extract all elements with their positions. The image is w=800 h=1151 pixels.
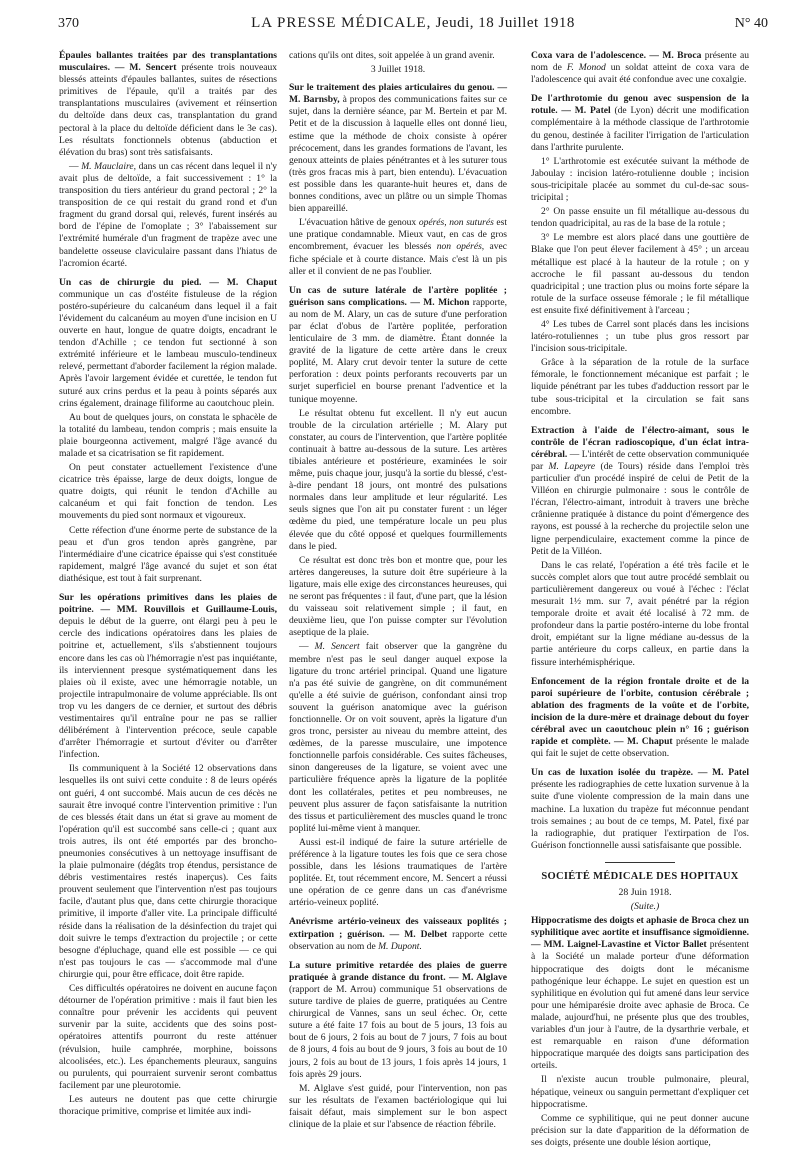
section-divider [605, 862, 675, 863]
paragraph: L'évacuation hâtive de genoux opérés, non suturés est une pratique condamnable. Mieux vaut, en cas de gros encombrement, évacuer les blessés non opérés, avec fiche spéciale et à courte distance. Mais c'est là un pis aller et il convient de ne pas l'oublier. [289, 217, 508, 277]
article-title: Un cas de chirurgie du pied. — M. Chaput [59, 276, 277, 288]
article-chest-wounds: Sur les opérations primitives dans les plaies de poitrine. — MM. Rouvillois et Guillaume-Louis, depuis le début de la guerre, ont élargi peu à peu le cercle des indications opératoires dans les plaies de poitrine et, actuellement, s'ils s'abstiennent toujours encore dans les cas où l'hémorragie n'est pas inquiétante, ils interviennent presque systématiquement dans les plaies où il existe, avec une hémorragie notable, un projectile intrapulmonaire de volume appréciable. Ils ont trop vu les dangers de ce dernier, et surtout des débris vestimentaires qu'il entraîne pour ne pas se rallier délibérément à l'intervention précoce, seule capable d'arrêter l'hémorragie et surtout d'éviter ou d'arrêter l'infection. [59, 592, 277, 761]
article-arthrotomy: De l'arthrotomie du genou avec suspension de la rotule. — M. Patel (de Lyon) décrit une modification complémentaire à la méthode classique de l'arthrotomie du genou, destinée à faciliter l'irrigation de l'articulation dans l'arthrite purulente. [531, 93, 749, 153]
paragraph: Il n'existe aucun trouble pulmonaire, pleural, hépatique, veineux ou sanguin permettant d'expliquer cet hippocratisme. [531, 1074, 749, 1110]
society-date: 28 Juin 1918. [618, 887, 672, 898]
journal-title [58, 15, 768, 32]
paragraph: Dans le cas relaté, l'opération a été très facile et le succès complet alors que tout autre procédé semblait ou particulièrement dangereux ou voué à l'échec : l'éclat mesurait 1½ mm. sur 7, avait pénétré par la région temporale droite et avait été localisé à 72 mm. de profondeur dans la partie postéro-interne du lobe frontal droit, empiétant sur la ligne médiane au-dessus de la partie antérieure du corps calleux, en partie dans la fissure interhémisphérique. [531, 559, 749, 668]
paragraph: 1° L'arthrotomie est exécutée suivant la méthode de Jaboulay : incision latéro-rotulienne double ; incision sous-tricipitale placée au sommet du cul-de-sac sous-tricipital ; [531, 155, 749, 204]
society-suite: (Suite.) [630, 901, 660, 913]
paragraph: Aussi est-il indiqué de faire la suture artérielle de préférence à la ligature toutes les fois que ce sera chose possible, dans les lésions traumatiques de l'artère poplitée. Et, tout récemment encore, M. Sencert a réussi une opération de ce genre dans un cas d'anévrisme artério-veineux poplité. [289, 836, 507, 909]
society-heading: SOCIÉTÉ MÉDICALE DES HOPITAUX [541, 870, 739, 882]
article-electromagnet: Extraction à l'aide de l'électro-aimant, sous le contrôle de l'écran radioscopique, d'un éclat intra-cérébral. — L'intérêt de cette observation communiquée par M. Lapeyre (de Tours) réside dans l'emploi très particulier d'un procédé inspiré de celui de Petit de la Villéon en chirurgie pulmonaire : sous le contrôle de l'écran, l'électro-aimant, introduit à travers une brèche crânienne pratiquée à distance du point d'émergence des rayons, est poussé à la recherche du projectile selon une ligne perpendiculaire, exactement comme la pince de Petit de la Villéon. [531, 424, 750, 557]
page-header [58, 14, 768, 36]
article-frontal: Enfoncement de la région frontale droite et de la paroi supérieure de l'orbite, contusion cérébrale ; ablation des fragments de la voûte et de l'orbite, incision de la dure-mère et drainage debout du foyer cérébral avec un caoutchouc plein n° 16 ; guérison rapide et complète. — M. Chaput présente le malade qui fait le sujet de cette observation. [531, 675, 749, 760]
article-title: Un cas de luxation isolée du trapèze. — M. Patel [531, 767, 749, 779]
article-title: Extraction à l'aide de l'électro-aimant, sous le contrôle de l'écran radioscopique, d'un éclat intra-cérébral. [531, 424, 749, 460]
article-title: Hippocratisme des doigts et aphasie de Broca chez un syphilitique avec aortite et insuffisance sigmoïdienne. — MM. Laignel-Lavastine et Victor Ballet [531, 915, 749, 951]
article-trapezium: Un cas de luxation isolée du trapèze. — M. Patel présente les radiographies de cette luxation survenue à la suite d'une violente compression de la main dans une machine. La luxation du trapèze fut méconnue pendant trois semaines ; au bout de ce temps, M. Patel, fixé par la radiographie, dut pratiquer l'extirpation de l'os. Guérison fonctionnelle aussi satisfaisante que possible. [531, 767, 749, 851]
paragraph: 3° Le membre est alors placé dans une gouttière de Blake que l'on peut élever facilement à 45° ; un arceau métallique est placé à la hauteur de la rotule ; on y accroche le fil passant au-dessous du tendon quadricipital ; une traction plus ou moins forte sépare la rotule de la surface osseuse fémorale ; le fil métallique est ensuite fixé définitivement à l'arceau ; [531, 232, 749, 316]
column-3 [531, 50, 749, 1151]
article-shoulder: Épaules ballantes traitées par des transplantations musculaires. — M. Sencert présente trois nouveaux blessés atteints d'épaules ballantes, suites de résections primitives de l'épaule, qu'il a traités par des transplantations musculaires (avivement et réinsertion du deltoïde dans deux cas, transplantation du grand pectoral à la place du deltoïde déficient dans le 3e cas). Les résultats fonctionnels obtenus (abduction et élévation du bras) sont très satisfaisants. [59, 50, 278, 158]
article-coxa-vara: Coxa vara de l'adolescence. — M. Broca présente au nom de F. Monod un soldat atteint de coxa vara de l'adolescence qui avait été confondue avec une coxalgie. [531, 50, 750, 86]
paragraph: Ce résultat est donc très bon et montre que, pour les artères dangereuses, la suture doit être supérieure à la ligature, mais elle exige des circonstances heureuses, qui ne seront pas fréquentes : il faut, d'une part, que la lésion du vaisseau soit relativement simple ; il faut, en deuxième lieu, que l'on puisse compter sur l'évolution aseptique de la plaie. [289, 554, 507, 639]
article-title: Coxa vara de l'adolescence. — M. Broca [531, 50, 702, 61]
article-popliteal: Un cas de suture latérale de l'artère poplitée ; guérison sans complications. — M. Michon rapporte, au nom de M. Alary, un cas de suture d'une perforation par éclat d'obus de l'artère poplitée, perforation lenticulaire de 3 mm. de diamètre. Étant donnée la gravité de la ligature de cette artère dans le creux poplité, M. Alary crut devoir tenter la suture de cette perforation : deux points perforants recouverts par un surjet superficiel en bourse prenant l'adventice et la tunique moyenne. [289, 284, 507, 405]
column-1 [59, 50, 277, 1120]
article-title: Sur les opérations primitives dans les plaies de poitrine. — MM. Rouvillois et Guillaume-Louis, [59, 592, 277, 616]
article-hippocratism: Hippocratisme des doigts et aphasie de Broca chez un syphilitique avec aortite et insuffisance sigmoïdienne. — MM. Laignel-Lavastine et Victor Ballet présentent à la Société un malade porteur d'une déformation hippocratique des doigts dont le mécanisme pathogénique leur échappe. Le sujet en question est un syphilitique en évolution qui fut amené dans leur service pour une hémiparésie droite avec aphasie de Broca. Ce malade, aujourd'hui, ne présente plus que des troubles, variables d'un jour à l'autre, de la dysarthrie verbale, et est remarquable en raison d'une déformation hippocratique marquée des doigts sans participation des orteils. [531, 915, 750, 1072]
paragraph: M. Alglave s'est guidé, pour l'intervention, non pas sur les résultats de l'examen bactériologique qui lui faisait défaut, mais simplement sur le bon aspect clinique de la plaie et sur l'absence de réaction fébrile. [289, 1082, 507, 1130]
issue-date: Jeudi, 18 Juillet 1918 [435, 15, 575, 31]
paragraph: Le résultat obtenu fut excellent. Il n'y eut aucun trouble de la circulation artérielle ; M. Alary put constater, au cours de l'intervention, que l'artère poplitée continuait à battre au-dessous de la suture. Les artères tibiales antérieure et postérieure, examinées le soir même, puis chaque jour, jusqu'à la sortie du blessé, c'est-à-dire pendant 18 jours, ont montré des pulsations normales dans leur amplitude et leur régularité. Les seuls signes que l'on ait pu constater furent : un léger œdème du pied, une température locale un peu plus élevée que du côté opposé et quelques fourmillements dans le pied. [289, 407, 507, 552]
paragraph: On peut constater actuellement l'existence d'une cicatrice très épaisse, large de deux doigts, longue de quatre doigts, qui réunit le tendon d'Achille au calcanéum et qui fait fonction de tendon. Les mouvements du pied sont normaux et vigoureux. [59, 462, 277, 522]
paragraph: — M. Mauclaire, dans un cas récent dans lequel il n'y avait plus de deltoïde, a fait successivement : 1° la transposition du tiers antérieur du grand pectoral ; 2° la transposition de ce qui restait du grand rond et d'un fragment du grand dorsal qui, relevés, furent insérés au bord de l'épine de l'omoplate ; 3° l'abaissement sur l'extrémité humérale d'un fragment de trapèze avec une bandelette osseuse claviculaire passant dans l'hiatus de l'acromion écarté. [59, 160, 277, 269]
journal-name: LA PRESSE MÉDICALE, [251, 15, 432, 31]
paragraph: 4° Les tubes de Carrel sont placés dans les incisions latéro-rotuliennes ; un tube plus gros ressort par l'incision sous-tricipitale. [531, 318, 749, 355]
article-title: De l'arthrotomie du genou avec suspension de la rotule. — M. Patel [531, 93, 749, 117]
article-title: Enfoncement de la région frontale droite et de la paroi supérieure de l'orbite, contusion cérébrale ; ablation des fragments de la voûte et de l'orbite, incision de la dure-mère et drainage debout du foyer cérébral avec un caoutchouc plein n° 16 ; guérison rapide et complète. — M. Chaput [531, 675, 749, 748]
article-title: Sur le traitement des plaies articulaires du genou. — M. Barnsby, [289, 82, 507, 106]
article-title: La suture primitive retardée des plaies de guerre pratiquée à grande distance du front. — M. Alglave [289, 959, 507, 983]
paragraph: Grâce à la séparation de la rotule de la surface fémorale, le fonctionnement mécanique est parfait ; le liquide pénétrant par les tubes d'adduction ressort par le tube sous-tricipital et la circulation se fait sans encombre. [531, 357, 749, 417]
article-suture: La suture primitive retardée des plaies de guerre pratiquée à grande distance du front. — M. Alglave (rapport de M. Arrou) communique 51 observations de suture tardive de plaies de guerre, pratiquées au Centre chirurgical de Vannes, sans un seul échec. Or, cette suture a été faite 17 fois au bout de 5 jours, 13 fois au bout de 6 jours, 2 fois au bout de 7 jours, 7 fois au bout de 8 jours, 4 fois au bout de 9 jours, 3 fois au bout de 10 jours, 2 fois au bout de 13 jours, 1 fois après 14 jours, 1 fois après 29 jours. [289, 959, 507, 1080]
article-title: Anévrisme artério-veineux des vaisseaux poplités ; extirpation ; guérison. — M. Delbet [289, 916, 507, 940]
paragraph: Au bout de quelques jours, on constata le sphacèle de la totalité du lambeau, tendon compris ; mais ensuite la plaie bourgeonna activement, malgré l'âge avancé du malade et sa cicatrisation se fit rapidement. [59, 411, 277, 459]
paragraph: 2° On passe ensuite un fil métallique au-dessous du tendon quadricipital, au ras de la base de la rotule ; [531, 206, 749, 230]
article-title: Épaules ballantes traitées par des transplantations musculaires. — M. Sencert [59, 50, 277, 74]
page-number: 370 [58, 16, 79, 31]
paragraph: Ils communiquent à la Société 12 observations dans lesquelles ils ont suivi cette conduite : 8 de leurs opérés ont guéri, 4 ont succombé. Mais aucun de ces décès ne saurait être invoqué contre l'intervention primitive : l'un de ces blessés était dans un état si grave au moment de l'opération qu'il est succombé sans celle-ci ; quant aux trois autres, ils ont été emportés par des broncho-pneumonies consécutives à un nettoyage insuffisant de la plaie pulmonaire (dégâts trop étendus, persistance de débris vestimentaires restés inaperçus). Ces faits prouvent seulement que l'intervention n'est pas toujours facile, d'autant plus que, dans cette chirurgie thoracique primitive, il importe d'aller vite. La principale difficulté réside dans la réalisation de la désinfection du trajet qui doit suivre le temps d'extraction du projectile ; or cette besogne d'épluchage, quand elle est possible — ce qui n'est pas toujours le cas — s'accommode mal d'une chirurgie qui, pour être efficace, doit être rapide. [59, 763, 277, 980]
paragraph: Comme ce syphilitique, qui ne peut donner aucune précision sur la date d'apparition de la déformation de ses doigts, présente une double lésion aortique, [531, 1112, 749, 1148]
paragraph: Ces difficultés opératoires ne doivent en aucune façon détourner de l'opération primitive : mais il faut bien les connaître pour prévenir les accidents qui peuvent survenir par la suite, accidents que des soins post-opératoires attentifs pourront du reste atténuer (révulsion, huile camphrée, morphine, boissons alcoolisées, etc.). Les épanchements pleuraux, sanguins ou purulents, qui pourraient survenir seront combattus facilement par une pleurotomie. [59, 983, 277, 1091]
paragraph: — M. Sencert fait observer que la gangrène du membre n'est pas le seul danger auquel expose la ligature du tronc artériel principal. Quand une ligature n'a pas été suivie de gangrène, on dit communément qu'elle a été suivie de guérison, confondant ainsi trop souvent la guérison anatomique avec la guérison fonctionnelle. Or on voit souvent, après la ligature d'un gros tronc, persister au niveau du membre atteint, des œdèmes, de la paresse musculaire, une impotence fonctionnelle parfois considérable. Ces suites fâcheuses, sinon dangereuses de la ligature, se voient avec une particulière fréquence après la ligature de la poplitée dont les collatérales, petites et peu nombreuses, ne peuvent plus assurer de façon satisfaisante la nutrition des tissus et particulièrement des muscles quand le tronc poplité lui-même vient à manquer. [289, 641, 508, 834]
article-foot-surgery: Un cas de chirurgie du pied. — M. Chaput communique un cas d'ostéite fistuleuse de la région postéro-supérieure du calcanéum dans lequel il a fait l'évidement du calcanéum au moyen d'une incision en U ouverte en haut, longue de quatre doigts, encadrant le tendon d'Achille ; ce tendon fut sectionné à son extrémité inférieure et le lambeau musculo-tendineux relevé, permettant d'aborder facilement la région malade. Après l'avoir largement évidée et curettée, le tendon fut suturé aux crins perdus et la peau à points séparés aux crins également, drainage filiforme au caoutchouc plein. [59, 276, 278, 409]
article-aneurysm: Anévrisme artério-veineux des vaisseaux poplités ; extirpation ; guérison. — M. Delbet rapporte cette observation au nom de M. Dupont. [289, 916, 508, 952]
issue-number: N° 40 [734, 16, 768, 31]
column-2 [289, 50, 507, 1133]
article-knee: Sur le traitement des plaies articulaires du genou. — M. Barnsby, à propos des communications faites sur ce sujet, dans la dernière séance, par M. Bertein et par M. Petit et de la discussion à laquelle elles ont donné lieu, estime que la méthode de choix consiste à opérer précocement, dans les grandes formations de l'avant, les genoux atteints de plaies pénétrantes et à les suturer tous (très gros fracas mis à part, bien entendu). L'évacuation est possible dans les quarante-huit heures et, dans de bonnes conditions, avec un plâtre ou un simple Thomas bien appareillé. [289, 82, 507, 215]
paragraph: Les auteurs ne doutent pas que cette chirurgie thoracique primitive, comprise et limitée aux indi- [59, 1093, 277, 1117]
paragraph: cations qu'ils ont dites, soit appelée à un grand avenir. [289, 50, 495, 61]
paragraph: Cette réfection d'une énorme perte de substance de la peau et d'un gros tendon après gangrène, par l'intermédiaire d'une cicatrice épaisse qui s'est constituée rapidement, malgré l'âge avancé du sujet et son état diathésique, est tout à fait surprenant. [59, 524, 277, 584]
article-title: Un cas de suture latérale de l'artère poplitée ; guérison sans complications. — M. Michon [289, 284, 507, 308]
session-date: 3 Juillet 1918. [370, 64, 426, 76]
